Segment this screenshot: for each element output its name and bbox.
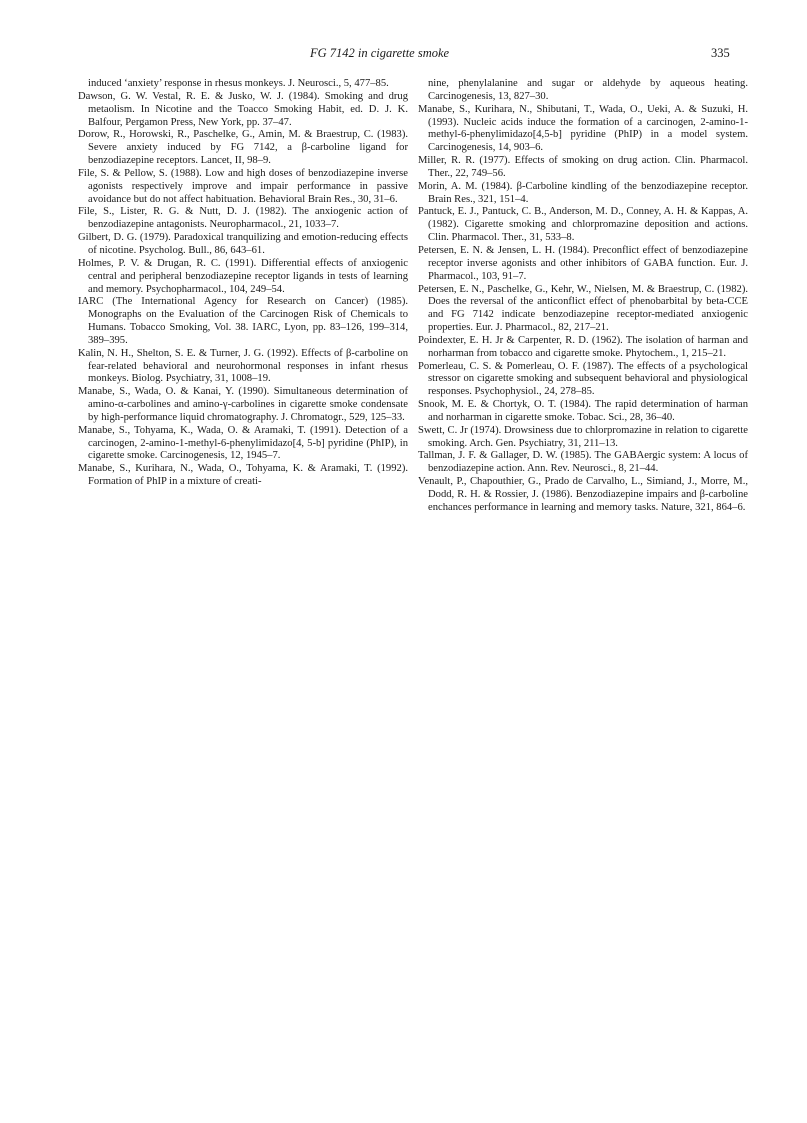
running-title: FG 7142 in cigarette smoke xyxy=(310,46,450,60)
reference-item: Swett, C. Jr (1974). Drowsiness due to chlorpromazine in relation to cigarette smoking. Arch. Gen. Psychiatry, 31, 211–13. xyxy=(418,424,748,449)
reference-item: Manabe, S., Kurihara, N., Shibutani, T., Wada, O., Ueki, A. & Suzuki, H. (1993). Nucleic acids induce the formation of a carcinogen, 2-amino-1-methyl-6-phenylimidazo[4,5-b] pyridine (PhIP) in a model system. Carcinogenesis, 14, 903–6. xyxy=(418,103,748,154)
reference-continuation: nine, phenylalanine and sugar or aldehyde by aqueous heating. Carcinogenesis, 13, 827–30. xyxy=(428,78,748,102)
reference-item: Manabe, S., Wada, O. & Kanai, Y. (1990). Simultaneous determination of amino-α-carbolines and amino-γ-carbolines in cigarette smoke condensate by high-performance liquid chromatography. J. Chromatogr., 529, 125–33. xyxy=(78,386,408,423)
reference-item: Petersen, E. N. & Jensen, L. H. (1984). Preconflict effect of benzodiazepine receptor inverse agonists and other inhibitors of GABA function. Eur. J. Pharmacol., 103, 91–7. xyxy=(418,244,748,282)
page-number: 335 xyxy=(711,46,730,60)
reference-item: Poindexter, E. H. Jr & Carpenter, R. D. (1962). The isolation of harman and norharman from tobacco and cigarette smoke. Phytochem., 1, 215–21. xyxy=(418,334,748,359)
reference-item: Manabe, S., Kurihara, N., Wada, O., Tohyama, K. & Aramaki, T. (1992). Formation of PhIP in a mixture of creati- xyxy=(78,463,408,488)
reference-item: Petersen, E. N., Paschelke, G., Kehr, W., Nielsen, M. & Braestrup, C. (1982). Does the reversal of the anticonflict effect of phenobarbital by beta-CCE and FG 7142 indicate benzodiazepine receptor-mediated anxiogenic properties. Eur. J. Pharmacol., 82, 217–21. xyxy=(418,283,748,334)
reference-continuation: induced ‘anxiety’ response in rhesus monkeys. J. Neurosci., 5, 477–85. xyxy=(88,78,389,89)
reference-item: Dorow, R., Horowski, R., Paschelke, G., Amin, M. & Braestrup, C. (1983). Severe anxiety induced by FG 7142, a β-carboline ligand for benzodiazepine receptors. Lancet, II, 98–9. xyxy=(78,129,408,167)
running-head xyxy=(0,46,807,62)
reference-item: Gilbert, D. G. (1979). Paradoxical tranquilizing and emotion-reducing effects of nicotine. Psycholog. Bull., 86, 643–61. xyxy=(78,232,408,256)
reference-item: Dawson, G. W. Vestal, R. E. & Jusko, W. J. (1984). Smoking and drug metaolism. In Nicotine and the Toacco Smoking Habit, ed. D. J. K. Balfour, Pergamon Press, New York, pp. 37–47. xyxy=(78,90,408,128)
reference-item: File, S., Lister, R. G. & Nutt, D. J. (1982). The anxiogenic action of benzodiazepine antagonists. Neuropharmacol., 21, 1033–7. xyxy=(78,206,408,231)
reference-item: Pantuck, E. J., Pantuck, C. B., Anderson, M. D., Conney, A. H. & Kappas, A. (1982). Cigarette smoking and chlorpromazine deposition and actions. Clin. Pharmacol. Ther., 31, 533–8. xyxy=(418,206,748,244)
references-left-column xyxy=(78,78,408,489)
reference-item: File, S. & Pellow, S. (1988). Low and high doses of benzodiazepine inverse agonists respectively improve and impair performance in passive avoidance but do not affect habituation. Behavioral Brain Res., 30, 31–6. xyxy=(78,167,408,205)
reference-item: Pomerleau, C. S. & Pomerleau, O. F. (1987). The effects of a psychological stressor on cigarette smoking and subsequent behavioral and physiological responses. Psychophysiol., 24, 278–85. xyxy=(418,360,748,398)
references-right-column xyxy=(418,78,748,515)
reference-item: IARC (The International Agency for Research on Cancer) (1985). Monographs on the Evaluation of the Carcinogen Risk of Chemicals to Humans. Tobacco Smoking, Vol. 38. IARC, Lyon, pp. 83–126, 199–314, 389–395. xyxy=(78,296,408,346)
reference-item: Manabe, S., Tohyama, K., Wada, O. & Aramaki, T. (1991). Detection of a carcinogen, 2-amino-1-methyl-6-phenylimidazo[4, 5-b] pyridine (PhIP), in cigarette smoke. Carcinogenesis, 12, 1945–7. xyxy=(78,424,408,462)
reference-item: Venault, P., Chapouthier, G., Prado de Carvalho, L., Simiand, J., Morre, M., Dodd, R. H. & Rossier, J. (1986). Benzodiazepine impairs and β-carboline enchances performance in learning and memory tasks. Nature, 321, 864–6. xyxy=(418,476,748,513)
reference-item: Snook, M. E. & Chortyk, O. T. (1984). The rapid determination of harman and norharman in cigarette smoke. Tobac. Sci., 28, 36–40. xyxy=(418,399,748,423)
reference-item: Morin, A. M. (1984). β-Carboline kindling of the benzodiazepine receptor. Brain Res., 321, 151–4. xyxy=(418,180,748,205)
reference-item: Miller, R. R. (1977). Effects of smoking on drug action. Clin. Pharmacol. Ther., 22, 749–56. xyxy=(418,155,748,179)
reference-item: Tallman, J. F. & Gallager, D. W. (1985). The GABAergic system: A locus of benzodiazepine action. Ann. Rev. Neurosci., 8, 21–44. xyxy=(418,450,748,475)
reference-item: Kalin, N. H., Shelton, S. E. & Turner, J. G. (1992). Effects of β-carboline on fear-related behavioral and neurohormonal responses in infant rhesus monkeys. Biolog. Psychiatry, 31, 1008–19. xyxy=(78,347,408,385)
reference-item: Holmes, P. V. & Drugan, R. C. (1991). Differential effects of anxiogenic central and peripheral benzodiazepine receptor ligands in tests of learning and memory. Psychopharmacol., 104, 249–54. xyxy=(78,257,408,295)
